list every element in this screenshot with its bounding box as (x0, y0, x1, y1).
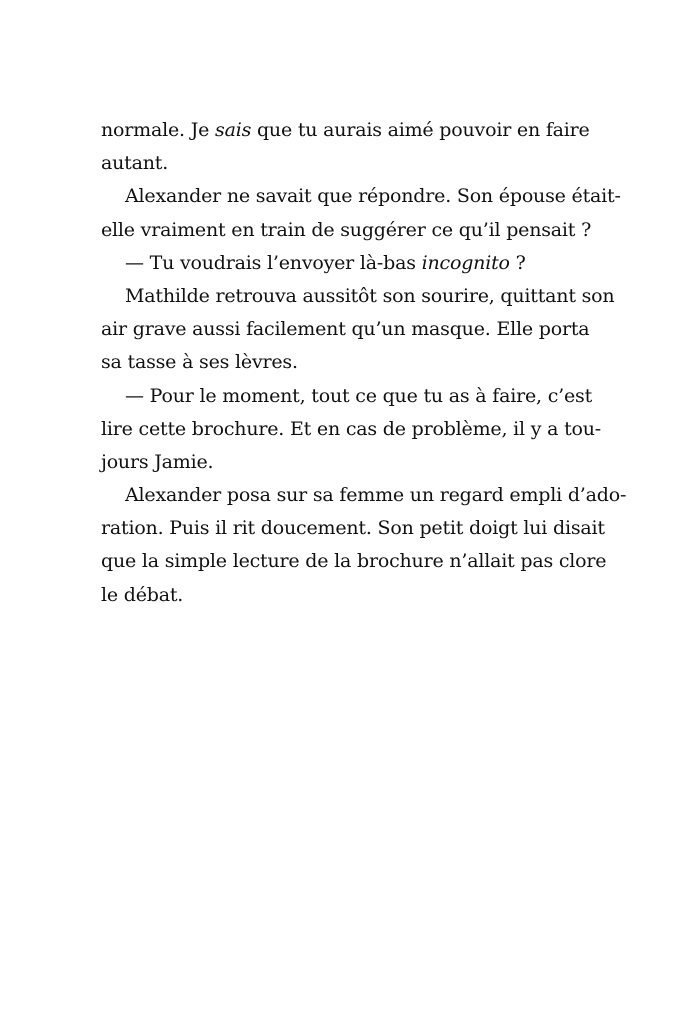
text-line (101, 346, 585, 379)
text-segment: — Tu voudrais l’envoyer là-bas (125, 251, 422, 274)
text-line (101, 313, 590, 346)
text-segment: Alexander ne savait que répondre. Son épouse était- (125, 185, 621, 208)
text-line (101, 545, 607, 578)
text-segment: le débat. (101, 583, 184, 606)
italic-text: incognito (421, 251, 510, 274)
text-segment: ration. Puis il rit doucement. Son petit doigt lui disait (101, 517, 605, 540)
text-segment: lire cette brochure. Et en cas de problème, il y a tou- (101, 417, 602, 440)
text-segment: autant. (101, 152, 169, 175)
text-line (101, 114, 590, 147)
text-line (101, 380, 593, 413)
text-segment: Alexander posa sur sa femme un regard empli d’ado- (125, 484, 627, 507)
text-line (101, 247, 585, 280)
text-segment: air grave aussi facilement qu’un masque. Elle porta (101, 318, 590, 341)
text-line (101, 479, 627, 512)
text-line (101, 147, 585, 180)
text-line (101, 446, 585, 479)
italic-text: sais (215, 119, 252, 141)
text-segment: ? (509, 251, 526, 274)
text-line (101, 280, 615, 313)
text-segment: sa tasse à ses lèvres. (101, 351, 298, 374)
text-line (101, 413, 602, 446)
text-line (101, 512, 605, 545)
text-segment: que tu aurais aimé pouvoir en faire (251, 119, 590, 141)
text-segment: jours Jamie. (101, 450, 214, 473)
body-text (101, 114, 627, 612)
text-line (101, 214, 592, 247)
text-segment: normale. Je (101, 119, 216, 141)
text-line (101, 579, 585, 612)
text-segment: — Pour le moment, tout ce que tu as à faire, c’est (125, 384, 593, 407)
text-segment: Mathilde retrouva aussitôt son sourire, quittant son (125, 284, 615, 307)
text-segment: que la simple lecture de la brochure n’allait pas clore (101, 550, 607, 573)
text-line (101, 180, 621, 213)
text-segment: elle vraiment en train de suggérer ce qu’il pensait ? (101, 218, 592, 241)
